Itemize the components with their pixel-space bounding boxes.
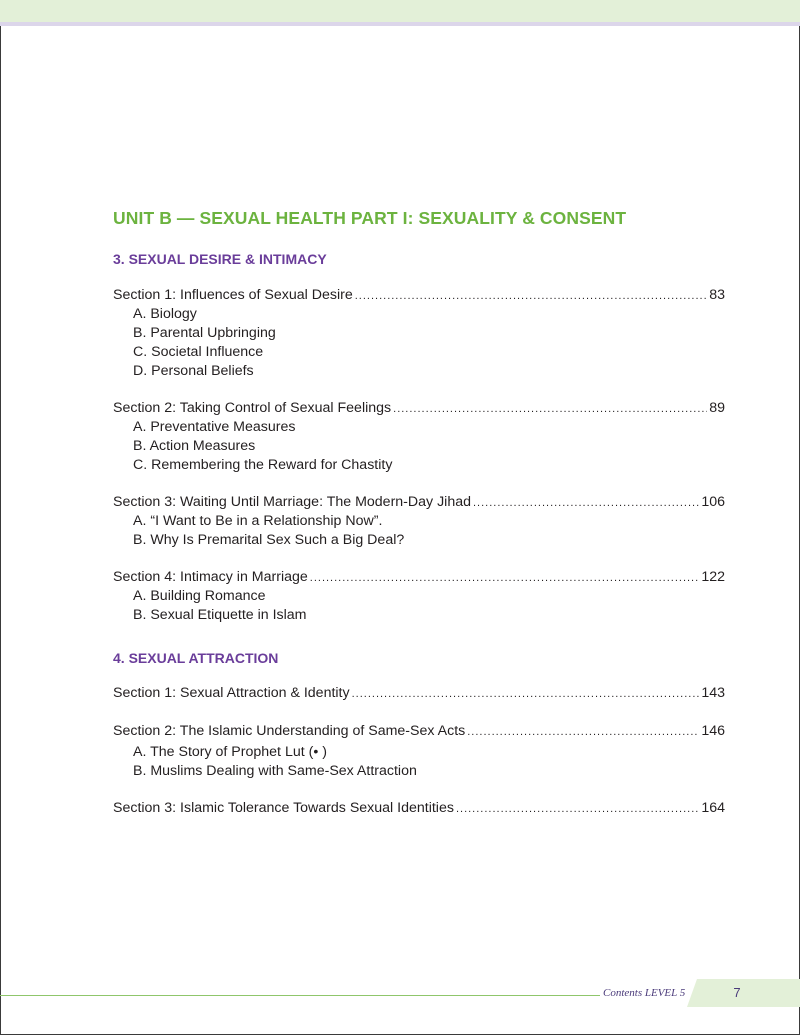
- dot-leader: [473, 497, 699, 509]
- section-page-number: 83: [709, 287, 725, 303]
- section-page-number: 164: [701, 800, 725, 816]
- toc-section-row[interactable]: [113, 685, 725, 705]
- section-label: Section 3: Waiting Until Marriage: The Modern-Day Jihad: [113, 494, 471, 510]
- dot-leader: [456, 803, 699, 815]
- subsection-item: B. Why Is Premarital Sex Such a Big Deal?: [133, 532, 405, 548]
- page-number: 7: [733, 985, 741, 1000]
- chapter-title: 4. SEXUAL ATTRACTION: [113, 650, 279, 666]
- dot-leader: [393, 403, 707, 415]
- toc-section-row[interactable]: [113, 287, 725, 307]
- section-label: Section 4: Intimacy in Marriage: [113, 569, 308, 585]
- dot-leader: [352, 688, 700, 700]
- section-label: Section 1: Sexual Attraction & Identity: [113, 685, 350, 701]
- section-page-number: 89: [709, 400, 725, 416]
- section-page-number: 143: [701, 685, 725, 701]
- subsection-item: A. Preventative Measures: [133, 419, 296, 435]
- unit-title: UNIT B — SEXUAL HEALTH PART I: SEXUALITY & CONSENT: [113, 208, 627, 228]
- subsection-item: B. Sexual Etiquette in Islam: [133, 607, 307, 623]
- subsection-item: A. Biology: [133, 306, 197, 322]
- subsection-item: A. “I Want to Be in a Relationship Now”.: [133, 513, 383, 529]
- footer-rule: [0, 995, 600, 996]
- subsection-item: C. Societal Influence: [133, 344, 264, 360]
- section-label: Section 1: Influences of Sexual Desire: [113, 287, 353, 303]
- subsection-item: B. Parental Upbringing: [133, 325, 276, 341]
- toc-section-row[interactable]: [113, 800, 725, 820]
- section-page-number: 122: [701, 569, 725, 585]
- chapter-title: 3. SEXUAL DESIRE & INTIMACY: [113, 251, 327, 267]
- toc-section-row[interactable]: [113, 723, 725, 743]
- dot-leader: [355, 290, 707, 302]
- subsection-item: A. Building Romance: [133, 588, 266, 604]
- toc-section-row[interactable]: [113, 494, 725, 514]
- subsection-item: D. Personal Beliefs: [133, 363, 254, 379]
- subsection-item: B. Muslims Dealing with Same-Sex Attraction: [133, 763, 417, 779]
- section-label: Section 3: Islamic Tolerance Towards Sexual Identities: [113, 800, 454, 816]
- footer-label: Contents LEVEL 5: [603, 987, 686, 999]
- section-page-number: 146: [701, 723, 725, 739]
- subsection-item: A. The Story of Prophet Lut (• ): [133, 744, 327, 760]
- dot-leader: [310, 572, 700, 584]
- toc-section-row[interactable]: [113, 569, 725, 589]
- subsection-item: B. Action Measures: [133, 438, 256, 454]
- dot-leader: [467, 726, 699, 738]
- header-band-line: [0, 22, 800, 26]
- subsection-item: C. Remembering the Reward for Chastity: [133, 457, 393, 473]
- section-label: Section 2: Taking Control of Sexual Feelings: [113, 400, 392, 416]
- footer-page-tab: [697, 979, 800, 1007]
- section-page-number: 106: [701, 494, 725, 510]
- header-band: [0, 0, 800, 22]
- toc-section-row[interactable]: [113, 400, 725, 420]
- section-label: Section 2: The Islamic Understanding of Same-Sex Acts: [113, 723, 466, 739]
